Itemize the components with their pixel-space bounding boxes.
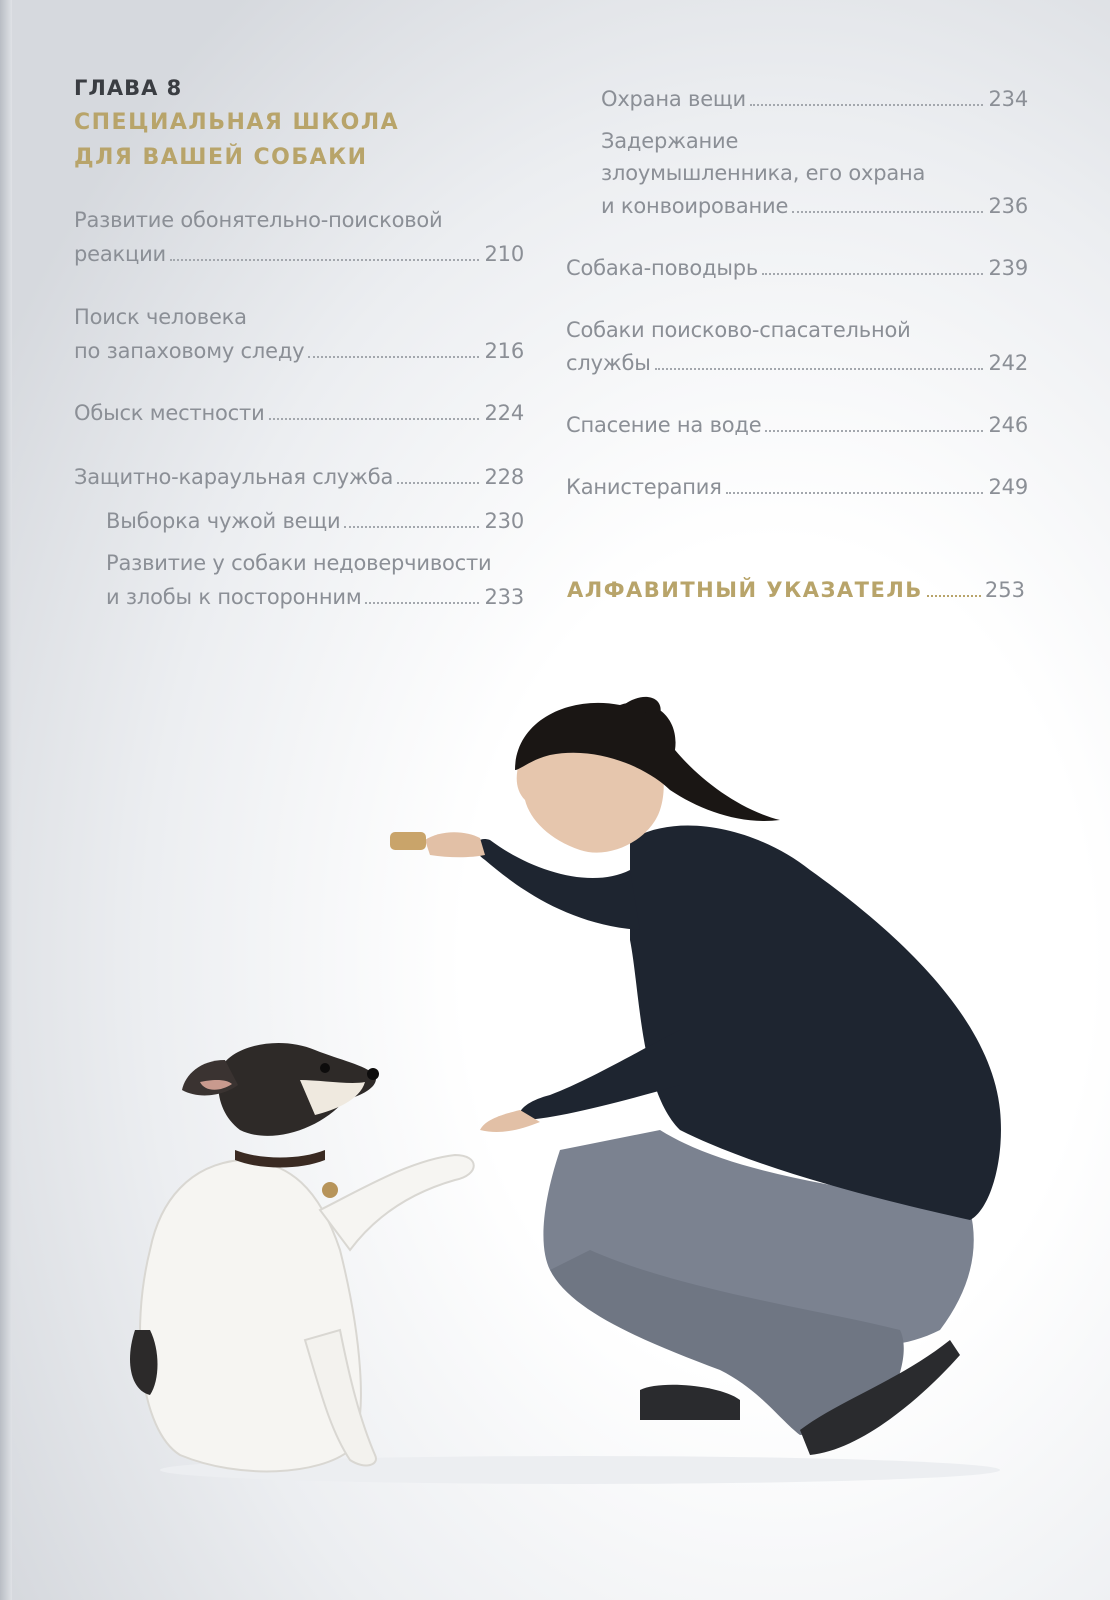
toc-right-entry4-page: 242 bbox=[988, 351, 1028, 375]
leader-dots bbox=[927, 595, 981, 597]
toc-right-entry5-page: 246 bbox=[988, 413, 1028, 437]
treat bbox=[390, 832, 426, 850]
toc-left-entry1[interactable] bbox=[74, 242, 524, 266]
toc-left-entry2[interactable] bbox=[74, 339, 524, 363]
toc-left-entry3-title: Обыск местности bbox=[74, 401, 265, 425]
toc-right-entry5[interactable] bbox=[566, 413, 1028, 437]
leader-dots bbox=[308, 356, 478, 358]
toc-right-entry1[interactable] bbox=[601, 87, 1028, 111]
toc-left-entry5[interactable] bbox=[106, 509, 524, 533]
toc-right-entry2[interactable] bbox=[601, 194, 1028, 218]
toc-index-entry[interactable] bbox=[567, 578, 1025, 602]
leader-dots bbox=[344, 526, 478, 528]
index-page: 253 bbox=[984, 578, 1025, 602]
toc-right-entry3-title: Собака-поводырь bbox=[566, 256, 759, 280]
dog-illustration bbox=[130, 1043, 474, 1471]
book-spine-shadow bbox=[0, 0, 12, 1600]
toc-left-entry2-line2: по запаховому следу bbox=[74, 339, 305, 363]
chapter-title-line2: ДЛЯ ВАШЕЙ СОБАКИ bbox=[74, 145, 368, 170]
woman-training-dog-photo bbox=[120, 690, 1040, 1490]
toc-left-entry6-page: 233 bbox=[484, 585, 524, 609]
toc-right-entry4-line2: службы bbox=[566, 351, 651, 375]
toc-right-entry6-page: 249 bbox=[988, 475, 1028, 499]
leader-dots bbox=[750, 104, 983, 106]
toc-right-entry2-line1: Задержание bbox=[601, 129, 739, 153]
toc-right-entry6[interactable] bbox=[566, 475, 1028, 499]
leader-dots bbox=[762, 273, 982, 275]
toc-left-entry5-page: 230 bbox=[484, 509, 524, 533]
toc-left-entry2-line1: Поиск человека bbox=[74, 305, 247, 329]
toc-left-entry3-page: 224 bbox=[484, 401, 524, 425]
toc-left-entry6-line1: Развитие у собаки недоверчивости bbox=[106, 551, 492, 575]
toc-right-entry3-page: 239 bbox=[988, 256, 1028, 280]
leader-dots bbox=[765, 430, 982, 432]
toc-right-entry4-line1: Собаки поисково-спасательной bbox=[566, 318, 911, 342]
toc-left-entry1-page: 210 bbox=[484, 242, 524, 266]
toc-right-entry6-title: Канистерапия bbox=[566, 475, 722, 499]
leader-dots bbox=[655, 368, 983, 370]
toc-left-entry4-page: 228 bbox=[484, 465, 524, 489]
leader-dots bbox=[726, 492, 983, 494]
toc-left-entry6-line2: и злобы к посторонним bbox=[106, 585, 362, 609]
toc-right-entry2-page: 236 bbox=[988, 194, 1028, 218]
leader-dots bbox=[365, 602, 478, 604]
leader-dots bbox=[269, 418, 479, 420]
toc-left-entry1-line1: Развитие обонятельно-поисковой bbox=[74, 208, 443, 232]
toc-right-entry2-line2: злоумышленника, его охрана bbox=[601, 161, 926, 185]
toc-right-entry1-page: 234 bbox=[988, 87, 1028, 111]
toc-right-entry2-line3: и конвоирование bbox=[601, 194, 789, 218]
leader-dots bbox=[397, 482, 478, 484]
chapter-number: ГЛАВА 8 bbox=[74, 76, 183, 100]
chapter-title-line1: СПЕЦИАЛЬНАЯ ШКОЛА bbox=[74, 110, 400, 135]
toc-left-entry4[interactable] bbox=[74, 465, 524, 489]
woman-illustration bbox=[390, 697, 1001, 1455]
toc-right-entry5-title: Спасение на воде bbox=[566, 413, 762, 437]
leader-dots bbox=[792, 211, 982, 213]
toc-left-entry5-title: Выборка чужой вещи bbox=[106, 509, 341, 533]
toc-left-entry1-line2: реакции bbox=[74, 242, 166, 266]
toc-left-entry6[interactable] bbox=[106, 585, 524, 609]
toc-left-entry3[interactable] bbox=[74, 401, 524, 425]
leader-dots bbox=[170, 259, 479, 261]
toc-right-entry4[interactable] bbox=[566, 351, 1028, 375]
toc-left-entry2-page: 216 bbox=[484, 339, 524, 363]
toc-left-entry4-title: Защитно-караульная служба bbox=[74, 465, 394, 489]
index-title: АЛФАВИТНЫЙ УКАЗАТЕЛЬ bbox=[567, 578, 923, 602]
toc-right-entry1-title: Охрана вещи bbox=[601, 87, 746, 111]
toc-right-entry3[interactable] bbox=[566, 256, 1028, 280]
